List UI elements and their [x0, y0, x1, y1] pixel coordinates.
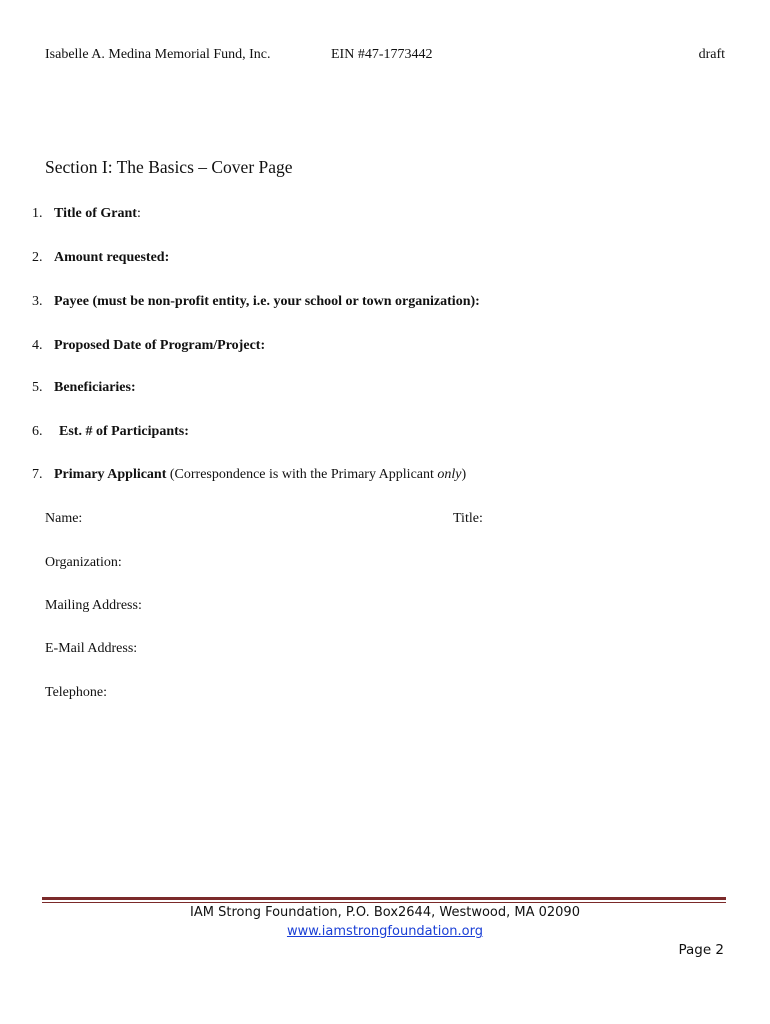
footer-divider-thin	[42, 902, 726, 903]
item-label: Title of Grant	[54, 206, 137, 221]
item-number: 3.	[32, 294, 43, 309]
item-proposed-date	[32, 338, 265, 354]
item-participants	[32, 424, 189, 440]
page-number: Page 2	[678, 942, 724, 958]
mailing-address-field-label: Mailing Address:	[45, 598, 142, 613]
item-label: Primary Applicant	[54, 467, 167, 482]
header-draft-label: draft	[698, 47, 725, 62]
organization-field-label: Organization:	[45, 555, 122, 570]
item-primary-applicant	[32, 467, 466, 483]
item-label: Est. # of Participants:	[59, 424, 189, 439]
item-note-prefix: (Correspondence is with the Primary Applicant	[166, 467, 438, 482]
telephone-field-label: Telephone:	[45, 685, 107, 700]
item-number: 7.	[32, 467, 43, 482]
item-label: Amount requested:	[54, 250, 170, 265]
item-amount-requested	[32, 250, 169, 266]
item-number: 2.	[32, 250, 43, 265]
item-label: Proposed Date of Program/Project:	[54, 338, 266, 353]
item-number: 1.	[32, 206, 43, 221]
footer-address: IAM Strong Foundation, P.O. Box2644, Westwood, MA 02090	[190, 905, 580, 920]
name-field-label: Name:	[45, 511, 83, 526]
title-field-label: Title:	[453, 511, 483, 526]
item-payee	[32, 294, 480, 310]
email-field-label: E-Mail Address:	[45, 641, 138, 656]
item-label: Payee (must be non-profit entity, i.e. your school or town organization):	[54, 294, 480, 309]
item-note-italic: only	[437, 467, 462, 482]
section-title: Section I: The Basics – Cover Page	[45, 157, 293, 177]
footer-website-link[interactable]: www.iamstrongfoundation.org	[286, 924, 484, 939]
item-title-of-grant	[32, 206, 141, 222]
footer-divider-thick	[42, 897, 726, 900]
item-number: 6.	[32, 424, 43, 439]
item-suffix: :	[136, 206, 141, 221]
item-beneficiaries	[32, 380, 136, 396]
header-ein: EIN #47-1773442	[331, 47, 433, 62]
item-number: 5.	[32, 380, 43, 395]
header-organization: Isabelle A. Medina Memorial Fund, Inc.	[45, 47, 271, 62]
item-number: 4.	[32, 338, 43, 353]
item-label: Beneficiaries:	[54, 380, 136, 395]
item-note-suffix: )	[461, 467, 467, 482]
footer-website-row	[0, 924, 770, 939]
